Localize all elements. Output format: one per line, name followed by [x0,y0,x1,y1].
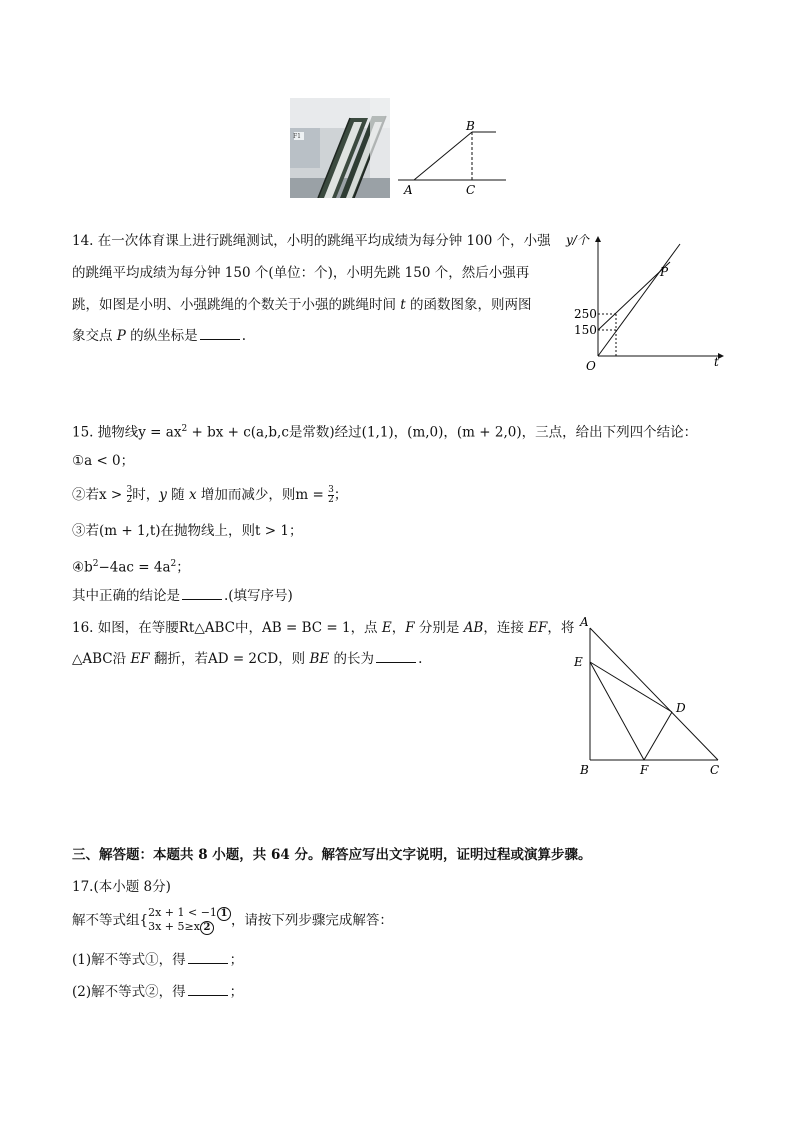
q14-line4: 象交点 P 的纵坐标是 . [72,328,246,344]
inequality-system: 2x + 1 < −1 1 3x + 5≥x 2 [148,907,231,935]
label-f: F [640,763,649,777]
label-a: A [580,615,589,629]
q15-conclusion-1: ①a < 0； [72,453,135,469]
q15-conclusion-4: $④b^2-4ac = 4a^2$； [72,559,190,576]
graph-tick-150: 150 [574,323,597,337]
q14-graph [560,226,730,376]
label-b: B [466,119,475,133]
q14-line3: 跳，如图是小明、小强跳绳的个数关于小强的跳绳时间 t 的函数图象，则两图 [72,297,532,313]
graph-point-p: P [660,265,669,279]
label-c: C [710,763,720,777]
q17-step-1: (1)解不等式①，得 ； [72,952,244,968]
q17-title: 17.(本小题 8分) [72,879,171,895]
q15-conclusion-2: ②若x > $\frac{3}{2}$ 时，y 随 x 增加而减少，则m = $\frac{3}{2}$ ； [72,485,348,505]
label-c: C [466,183,476,197]
answer-blank [376,650,416,663]
section-3-heading: 三、解答题：本题共 8 小题，共 64 分。解答应写出文字说明，证明过程或演算步骤。 [72,847,592,863]
graph-tick-250: 250 [574,307,597,321]
q14-line2: 的跳绳平均成绩为每分钟 150 个(单位：个)，小明先跳 150 个，然后小强再 [72,265,530,281]
circle-mark-1: 1 [217,907,231,921]
answer-blank [188,951,228,964]
escalator-photo [290,98,390,198]
graph-ylabel: y/个 [566,233,589,247]
triangle-figure-abc [396,118,508,200]
label-d: D [676,701,686,715]
label-a: A [404,183,413,197]
q17-system-line: 解不等式组{ 2x + 1 < −1 1 3x + 5≥x 2 ，请按下列步骤完成解答： [72,905,393,933]
graph-origin: O [586,359,596,373]
circle-mark-2: 2 [200,921,214,935]
answer-blank [200,327,240,340]
label-b: B [580,763,589,777]
graph-xlabel: t [714,355,719,369]
answer-blank [182,587,222,600]
q15-line1: 15. 抛物线$y = ax^2$ + bx + c(a,b,c是常数)经过(1,1)，(m,0)，(m + 2,0)，三点，给出下列四个结论： [72,424,698,441]
q16-line1: 16. 如图，在等腰Rt△ABC中，AB = BC = 1，点 E，F 分别是 AB，连接 EF，将 [72,620,575,636]
svg-text:F1: F1 [293,133,301,140]
answer-blank [188,983,228,996]
label-e: E [574,655,583,669]
q14-line1: 14. 在一次体育课上进行跳绳测试，小明的跳绳平均成绩为每分钟 100 个，小强 [72,233,551,249]
q16-figure [568,612,728,782]
q17-step-2: (2)解不等式②，得 ； [72,984,244,1000]
q16-line2: △ABC沿 EF 翻折，若AD = 2CD，则 BE 的长为 . [72,651,423,667]
q15-conclusion-3: ③若(m + 1,t)在抛物线上，则t > 1； [72,523,303,539]
q15-answer-line: 其中正确的结论是 .(填写序号) [72,588,293,604]
